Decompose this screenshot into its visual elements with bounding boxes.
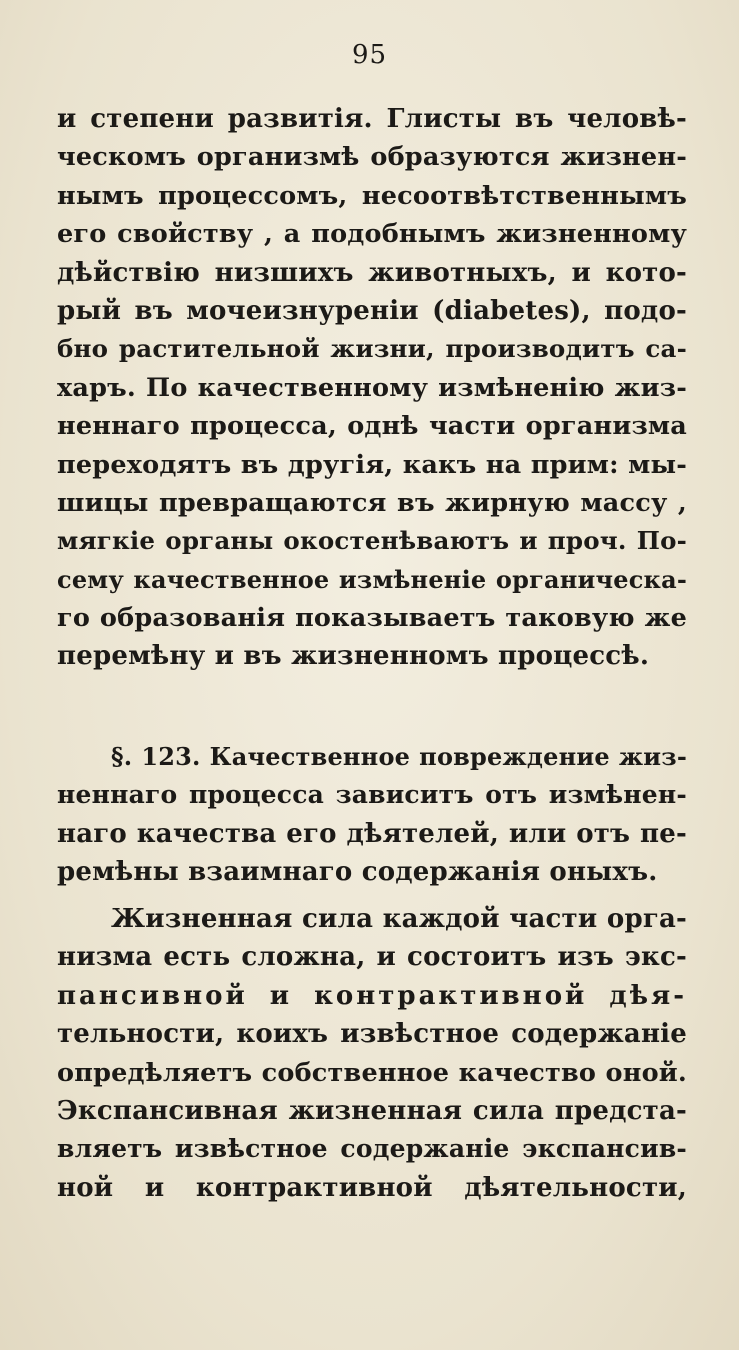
text-line: Экспансивная жизненная сила предста- [57, 1095, 687, 1126]
text-line: го образованія показываетъ таковую же [57, 603, 687, 634]
text-line: низма есть сложна, и состоитъ изъ экс- [57, 942, 687, 973]
text-line: переходятъ въ другія, какъ на прим: мы- [57, 449, 687, 480]
text-line: пансивной и контрактивной дѣя- [57, 980, 687, 1011]
text-line: наго качества его дѣятелей, или отъ пе- [57, 818, 687, 849]
text-line: бно растительной жизни, производитъ са- [57, 334, 687, 364]
text-line: нымъ процессомъ, несоотвѣтственнымъ [57, 180, 687, 211]
text-line: шицы превращаются въ жирную массу , [57, 487, 687, 518]
text-line: §. 123. Качественное повреждение жиз- [111, 742, 687, 771]
paragraph-1 [57, 100, 687, 676]
text-line: ческомъ организмѣ образуются жизнен- [57, 142, 687, 173]
paragraph-2 [57, 738, 687, 892]
page-number: 95 [351, 40, 388, 70]
paragraph-3 [57, 900, 687, 1207]
text-line: Жизненная сила каждой части орга- [111, 904, 687, 934]
text-line: и степени развитія. Глисты въ человѣ- [57, 104, 687, 134]
text-line: рый въ мочеизнуреніи (diabetes), подо- [57, 295, 687, 326]
text-line: сему качественное измѣненіе органическа- [57, 564, 687, 594]
text-line: его свойству , а подобнымъ жизненному [57, 219, 687, 250]
text-line: вляетъ извѣстное содержаніе экспансив- [57, 1134, 687, 1164]
text-line: ной и контрактивной дѣятельности, [57, 1172, 687, 1203]
text-line: неннаго процесса, однѣ части организма [57, 411, 687, 442]
text-line: перемѣну и въ жизненномъ процессѣ. [57, 641, 650, 672]
text-line: дѣйствію низшихъ животныхъ, и кото- [57, 257, 687, 288]
text-line: харъ. По качественному измѣненію жиз- [57, 372, 687, 403]
text-line: опредѣляетъ собственное качество оной. [57, 1057, 687, 1088]
text-line: мягкіе органы окостенѣваютъ и проч. По- [57, 526, 687, 556]
text-line: тельности, коихъ извѣстное содержаніе [57, 1019, 687, 1050]
text-line: ремѣны взаимнаго содержанія оныхъ. [57, 857, 658, 888]
text-line: неннаго процесса зависитъ отъ измѣнен- [57, 780, 687, 810]
